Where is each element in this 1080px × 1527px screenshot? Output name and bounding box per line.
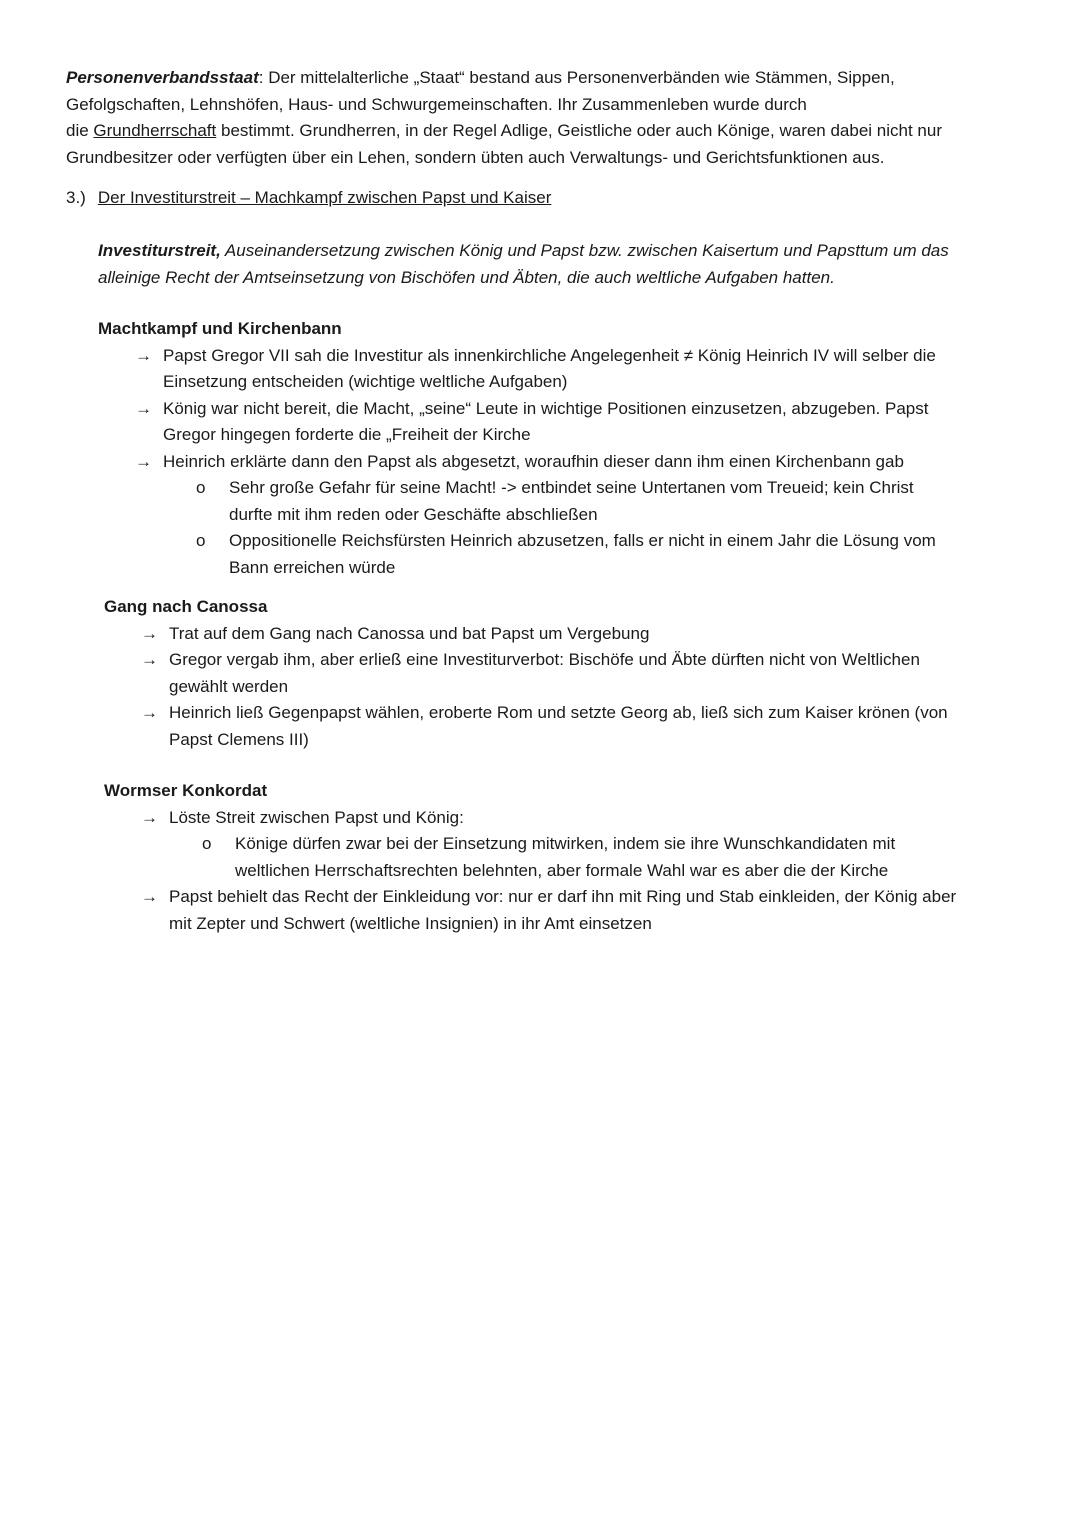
section-number: 3.) xyxy=(66,188,86,207)
worms-heading: Wormser Konkordat xyxy=(104,781,268,800)
list-item-line: Heinrich ließ Gegenpapst wählen, eroberte Rom und setzte Georg ab, ließ sich zum Kaiser krönen (von xyxy=(169,703,948,722)
list-item xyxy=(141,621,1038,648)
sub-list-item-line: Sehr große Gefahr für seine Macht! -> entbindet seine Untertanen vom Treueid; kein Christ xyxy=(229,478,914,497)
list-item-line: gewählt werden xyxy=(169,676,289,696)
sub-list-item xyxy=(202,831,1038,884)
circle-bullet-icon: o xyxy=(202,834,212,853)
arrow-icon: → xyxy=(141,887,158,906)
sub-list-item-line: Könige dürfen zwar bei der Einsetzung mitwirken, indem sie ihre Wunschkandidaten mit xyxy=(235,834,896,853)
circle-bullet-icon: o xyxy=(196,531,206,550)
canossa-heading: Gang nach Canossa xyxy=(104,597,268,616)
list-item-line: Heinrich erklärte dann den Papst als abgesetzt, woraufhin dieser dann ihm einen Kirchenbann gab xyxy=(163,451,904,471)
list-item-line: Papst Gregor VII sah die Investitur als innenkirchliche Angelegenheit ≠ König Heinrich IV will selber die xyxy=(163,345,936,365)
list-item xyxy=(135,396,1038,449)
intro-line-4: Grundbesitzer oder verfügten über ein Lehen, sondern übten auch Verwaltungs- und Gerichtsfunktionen aus. xyxy=(66,147,885,167)
intro-line-3-post: bestimmt. Grundherren, in der Regel Adlige, Geistliche oder auch Könige, waren dabei nicht nur xyxy=(216,121,943,140)
sub-list-item xyxy=(196,475,1038,528)
sub-list-item-line: durfte mit ihm reden oder Geschäfte abschließen xyxy=(229,504,598,524)
arrow-icon: → xyxy=(141,623,158,643)
list-item-line: Löste Streit zwischen Papst und König: xyxy=(169,807,464,827)
definition-line-1-text: Auseinandersetzung zwischen König und Papst bzw. zwischen Kaisertum und Papsttum um das xyxy=(220,241,949,260)
definition-line-1 xyxy=(98,238,1038,265)
list-item xyxy=(141,805,1038,832)
sub-list-item-line: Oppositionelle Reichsfürsten Heinrich abzusetzen, falls er nicht in einem Jahr die Lösung vom xyxy=(229,531,936,550)
sub-list-item-line: Bann erreichen würde xyxy=(229,557,396,577)
grundherrschaft-link: Grundherrschaft xyxy=(93,121,217,140)
intro-line-2: Gefolgschaften, Lehnshöfen, Haus- und Schwurgemeinschaften. Ihr Zusammenleben wurde durch xyxy=(66,94,807,114)
intro-line-1 xyxy=(66,65,1026,92)
definition-term: Investiturstreit, xyxy=(98,241,221,260)
list-item-line: mit Zepter und Schwert (weltliche Insignien) in ihr Amt einsetzen xyxy=(169,913,652,933)
list-item-line: Papst behielt das Recht der Einkleidung vor: nur er darf ihn mit Ring und Stab einkleiden, der König aber xyxy=(169,887,957,906)
intro-line-3 xyxy=(66,118,1026,145)
arrow-icon: → xyxy=(141,650,158,669)
section-heading xyxy=(66,185,1026,212)
definition-line-2: alleinige Recht der Amtseinsetzung von Bischöfen und Äbten, die auch weltliche Aufgaben hatten. xyxy=(98,267,835,287)
list-item xyxy=(141,884,1038,937)
definition-paragraph xyxy=(98,238,1038,291)
intro-line-1-text: : Der mittelalterliche „Staat“ bestand aus Personenverbänden wie Stämmen, Sippen, xyxy=(258,68,895,87)
list-item xyxy=(141,647,1038,700)
list-item xyxy=(135,343,1038,396)
section-title: Der Investiturstreit – Machkampf zwischen Papst und Kaiser xyxy=(97,188,552,207)
machtkampf-heading: Machtkampf und Kirchenbann xyxy=(98,319,342,338)
arrow-icon: → xyxy=(141,807,158,827)
arrow-icon: → xyxy=(135,345,152,365)
machtkampf-section xyxy=(98,316,1038,581)
list-item-line: König war nicht bereit, die Macht, „seine“ Leute in wichtige Positionen einzusetzen, abzugeben. Papst xyxy=(163,398,929,418)
canossa-section xyxy=(104,594,1038,753)
arrow-icon: → xyxy=(141,703,158,722)
list-item xyxy=(135,449,1038,476)
worms-section xyxy=(104,778,1038,937)
arrow-icon: → xyxy=(135,451,152,471)
list-item-line: Gregor hingegen forderte die „Freiheit der Kirche xyxy=(163,425,531,444)
circle-bullet-icon: o xyxy=(196,478,206,497)
intro-line-3-pre: die xyxy=(66,121,94,140)
intro-paragraph xyxy=(66,65,1026,171)
sub-list-item-line: weltlichen Herrschaftsrechten belehnten, aber formale Wahl war es aber die der Kirche xyxy=(235,860,889,880)
list-item-line: Einsetzung entscheiden (wichtige weltliche Aufgaben) xyxy=(163,372,568,391)
list-item-line: Trat auf dem Gang nach Canossa und bat Papst um Vergebung xyxy=(169,623,650,643)
sub-list-item xyxy=(196,528,1038,581)
list-item-line: Gregor vergab ihm, aber erließ eine Investiturverbot: Bischöfe und Äbte dürften nicht von Weltlichen xyxy=(169,650,920,669)
intro-term: Personenverbandsstaat xyxy=(66,68,259,87)
list-item xyxy=(141,700,1038,753)
arrow-icon: → xyxy=(135,398,152,418)
list-item-line: Papst Clemens III) xyxy=(169,729,309,749)
